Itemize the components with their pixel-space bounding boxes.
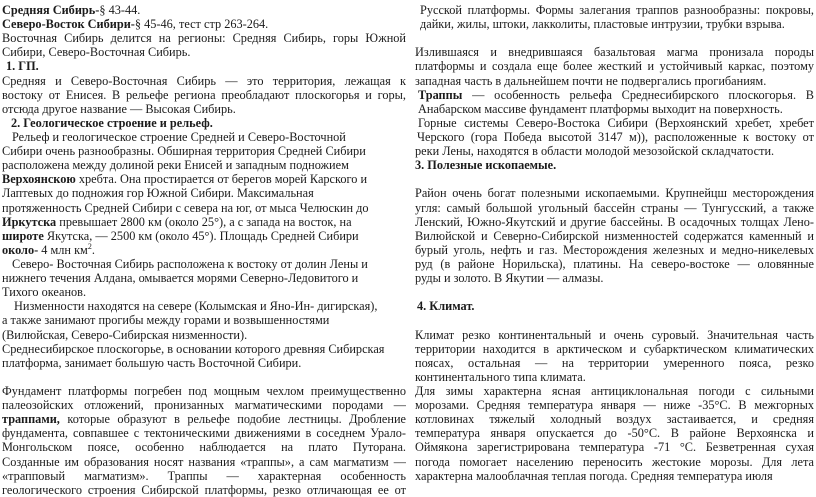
bold-text-segment: траппами, — [2, 412, 60, 427]
text-line — [415, 271, 814, 285]
text-segment: Черского (гора Победа высотой 3147 м)), расположенные к востоку от — [417, 129, 814, 144]
blank-line — [415, 313, 814, 327]
text-segment: котловинах тяжелый холодный воздух застаивается, и средняя — [415, 412, 814, 427]
text-line — [2, 412, 406, 426]
text-segment: протяженность Средней Сибири с севера на юг, от мыса Челюскин до — [2, 200, 369, 215]
text-line — [415, 384, 814, 398]
blank-line — [415, 285, 814, 299]
text-segment: платформа, занимает большую часть Восточной Сибири. — [2, 355, 302, 370]
text-line — [415, 440, 814, 454]
text-segment: Климат резко континентальный и очень суровый. Значительная часть — [415, 327, 814, 342]
text-line — [2, 243, 406, 257]
text-segment: § 45-46, тест стр 263-264. — [134, 17, 269, 32]
text-line — [2, 426, 406, 440]
text-line — [2, 440, 406, 454]
text-segment: Русской платформы. Формы залегания траппов разнообразны: покровы, — [420, 3, 814, 17]
text-segment: Восточная Сибирь делится на регионы: Средняя Сибирь, горы Южной — [2, 31, 406, 46]
text-segment: Излившаяся и внедрившаяся базальтовая магма пронизала породы — [415, 45, 814, 60]
text-segment: геологического строения Сибирской платформы, резко отличающая ее от — [2, 482, 406, 497]
text-line — [2, 59, 406, 73]
blank-line — [415, 172, 814, 186]
text-segment: а также занимают прогибы между горами и возвышенностями — [2, 313, 330, 328]
text-line — [415, 257, 814, 271]
text-segment: хребта. Она простирается от берегов морей Карского и — [75, 172, 368, 187]
text-line — [415, 215, 814, 229]
text-line — [2, 215, 406, 229]
text-line — [2, 3, 406, 17]
bold-text-segment: Верхоянскою — [2, 172, 76, 187]
text-line — [415, 243, 814, 257]
blank-line — [415, 31, 814, 45]
text-segment: палеозойских отложений, пронизанных магматическими породами — — [2, 398, 406, 413]
text-line — [2, 201, 406, 215]
text-segment: Сибири очень разнообразны. Обширная территория Средней Сибири — [2, 144, 366, 159]
text-segment: руды и золото. В Якутии — алмазы. — [415, 271, 604, 286]
text-line — [2, 328, 406, 342]
text-segment: — особенность рельефа Среднесибирского плоскогорья. В — [462, 87, 814, 102]
text-segment: Низменности находятся на севере (Колымская и Яно-Ин- дигирская), — [14, 299, 378, 314]
text-segment: бурый уголь, нефть и газ. Месторождения железных и медно-никелевых — [415, 242, 814, 257]
text-line — [415, 201, 814, 215]
text-line — [415, 356, 814, 370]
text-segment: Район очень богат полезными ископаемыми. Крупнейцш месторождения — [415, 186, 814, 201]
bold-text-segment: широте — [2, 228, 44, 243]
text-line — [415, 426, 814, 440]
text-segment: руд (в районе Норильска), платины. На северо-востоке — оловянные — [415, 256, 814, 271]
text-segment: Для зимы характерна ясная антициклональная погоди с сильными — [415, 383, 814, 398]
text-segment: западная часть в дальнейшем почти не подвергались прогибаниям. — [415, 73, 767, 88]
text-line — [2, 469, 406, 483]
text-line — [415, 45, 814, 59]
text-segment: (Вилюйская, Северо-Сибирская низменности). — [2, 327, 248, 342]
text-line — [2, 384, 406, 398]
text-segment: Сибири, Северо-Восточная Сибирь. — [2, 45, 191, 60]
text-line — [2, 229, 406, 243]
text-segment: расположена между долиной реки Енисей и западным подножием — [2, 158, 349, 173]
text-line — [2, 88, 406, 102]
text-segment: Созданные им образования носят названия «траппы», а сам магматизм — — [2, 454, 406, 469]
text-line — [415, 370, 814, 384]
text-segment: континентального типа климата. — [415, 369, 586, 384]
text-line — [2, 130, 406, 144]
bold-text-segment: Траппы — [418, 87, 463, 102]
text-line — [2, 172, 406, 186]
text-segment: фундамента, совпавшее с тектоническими движениями в соседнем Урало- — [2, 426, 406, 441]
text-segment: нижнего течения Алдана, омывается морями Северно-Ледовитого и — [2, 271, 359, 286]
text-line — [415, 398, 814, 412]
bold-text-segment: 2. Геологическое строение и рельеф. — [11, 115, 213, 130]
bold-text-segment: 4. Климат. — [417, 299, 475, 314]
text-segment: платформы и создала еще более жесткий и устойчивый каркас, поэтому — [415, 59, 814, 74]
text-line — [2, 299, 406, 313]
text-line — [2, 116, 406, 130]
text-segment: Северо- Восточная Сибирь расположена к востоку от долин Лены и — [12, 256, 368, 271]
text-segment: Средняя и Северо-Восточная Сибирь — это территория, лежащая к — [2, 73, 406, 88]
text-line — [2, 158, 406, 172]
bold-text-segment: Северо-Восток Сибири- — [2, 17, 135, 32]
text-line — [415, 59, 814, 73]
text-segment: . — [91, 242, 95, 257]
text-line — [415, 229, 814, 243]
text-line — [415, 412, 814, 426]
bold-text-segment: 1. ГП. — [6, 59, 39, 74]
text-line — [2, 455, 406, 469]
text-segment: морозами. Средняя температура января — ниже -35°С. В межгорных — [415, 398, 814, 413]
text-column-left — [2, 3, 406, 497]
text-line — [415, 144, 814, 158]
text-line — [2, 31, 406, 45]
text-segment: § 43-44. — [99, 3, 141, 17]
text-segment: Рельеф и геологическое строение Средней и Северо-Восточной — [12, 129, 346, 144]
bold-text-segment: 3. Полезные ископаемые. — [415, 158, 557, 173]
text-segment: 2 — [87, 241, 92, 251]
text-line — [415, 102, 814, 116]
text-segment: Горные системы Северо-Востока Сибири (Верхоянский хребет, хребет — [418, 115, 814, 130]
bold-text-segment: Иркутска — [2, 214, 57, 229]
text-segment: востоку от Енисея. В рельефе региона преобладают плоскогорья и горы, — [2, 87, 406, 102]
text-segment: реки Лены, находятся в области молодой мезозойской складчатости. — [415, 144, 775, 159]
text-line — [415, 130, 814, 144]
text-line — [2, 285, 406, 299]
blank-line — [2, 370, 406, 384]
text-line — [2, 102, 406, 116]
text-segment: Тихого океанов. — [2, 285, 87, 300]
text-line — [2, 144, 406, 158]
text-segment: Вилюйской и Северно-Сибирской низменностей содержатся каменный и — [415, 228, 814, 243]
text-segment: Лаптевых до подножия гор Южной Сибири. Максимальная — [2, 186, 314, 201]
text-segment: превышает 2800 км (около 25°), а с запада на восток, на — [56, 214, 352, 229]
text-segment: дайки, жилы, штоки, лакколиты, пластовые интрузии, трубки взрыва. — [420, 17, 785, 32]
bold-text-segment: около- — [2, 242, 39, 257]
text-line — [2, 186, 406, 200]
text-segment: Анабарском массиве фундамент платформы выходит на поверхность. — [418, 101, 783, 116]
text-column-right — [415, 3, 814, 497]
bold-text-segment: Средняя Сибирь- — [2, 3, 100, 17]
text-segment: «трапповый магматизм». Траппы — характерная особенность — [2, 468, 406, 483]
text-line — [2, 17, 406, 31]
text-line — [2, 74, 406, 88]
text-line — [2, 271, 406, 285]
text-segment: Оймякона зарегистрирована температура -71 °С. Безветренная сухая — [415, 440, 814, 455]
text-line — [415, 186, 814, 200]
text-segment: Фундамент платформы погребен под мощным чехлом преимущественно — [2, 383, 406, 398]
text-line — [415, 469, 814, 483]
text-line — [415, 88, 814, 102]
text-line — [2, 398, 406, 412]
text-line — [2, 313, 406, 327]
text-line — [415, 342, 814, 356]
text-segment: которые образуют в рельефе подобие лестницы. Дробление — [59, 412, 406, 427]
text-line — [2, 356, 406, 370]
text-line — [415, 455, 814, 469]
text-segment: Ленский, Южно-Якутский и другие бассейны. В осадочных толщах Лено- — [415, 214, 814, 229]
text-segment: поясах, остальная — на территории умеренного пояса, резко — [415, 355, 814, 370]
text-line — [2, 342, 406, 356]
text-segment: 4 млн км — [38, 242, 88, 257]
text-segment: характерна малооблачная теплая погода. Средняя температура июля — [415, 468, 773, 483]
text-line — [415, 328, 814, 342]
text-segment: Монгольском поясе, особенно наблюдается на плато Путорана. — [2, 440, 406, 455]
text-line — [415, 74, 814, 88]
text-line — [2, 483, 406, 497]
text-line — [415, 3, 814, 17]
text-segment: Якутска, — 2500 км (около 45°). Площадь Средней Сибири — [43, 228, 359, 243]
text-line — [415, 158, 814, 172]
text-segment: территории находится в арктическом и субарктическом климатических — [415, 341, 814, 356]
text-line — [2, 45, 406, 59]
text-line — [415, 116, 814, 130]
text-line — [415, 299, 814, 313]
text-segment: погода помогает населению переносить жестокие морозы. Для лета — [415, 454, 814, 469]
text-line — [415, 17, 814, 31]
text-segment: температура января опускается до -50°С. В районе Верхоянска и — [415, 426, 814, 441]
text-line — [2, 257, 406, 271]
text-segment: отсюда другое название — Высокая Сибирь. — [2, 101, 236, 116]
text-segment: Среднесибирское плоскогорье, в основании которого древняя Сибирская — [2, 341, 385, 356]
text-segment: угля: самый большой угольный бассейн страны — Тунгусский, а также — [415, 200, 814, 215]
